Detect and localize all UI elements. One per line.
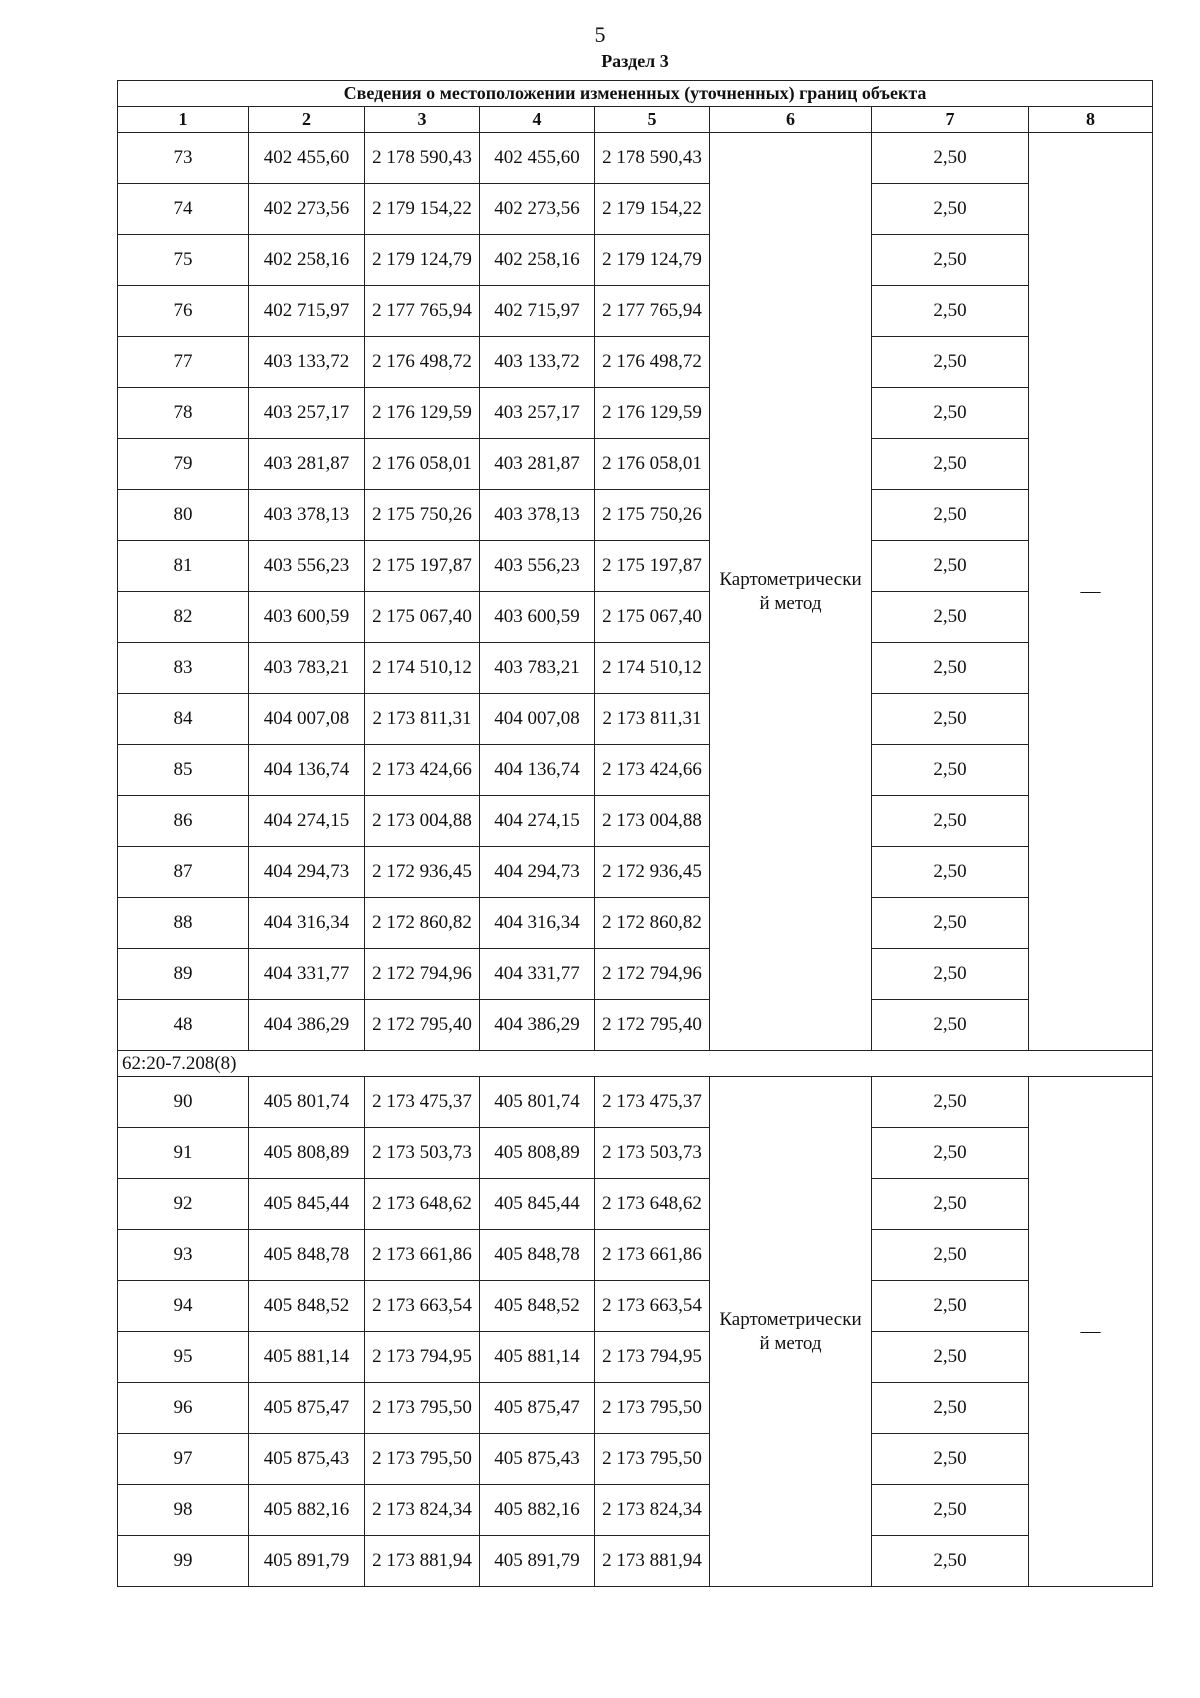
x-coordinate-cell: 404 007,08: [480, 694, 595, 745]
column-8-cell: —: [1029, 133, 1153, 1051]
x-coordinate-cell: 403 783,21: [249, 643, 365, 694]
table-row: [118, 745, 1153, 796]
point-number-cell: 48: [118, 1000, 249, 1051]
x-coordinate-cell: 404 136,74: [480, 745, 595, 796]
y-coordinate-cell: 2 172 860,82: [365, 898, 480, 949]
point-number-cell: 97: [118, 1434, 249, 1485]
table-row: [118, 133, 1153, 184]
x-coordinate-cell: 402 258,16: [249, 235, 365, 286]
precision-cell: 2,50: [872, 439, 1029, 490]
point-number-cell: 93: [118, 1230, 249, 1281]
table-row: [118, 184, 1153, 235]
y-coordinate-cell: 2 173 663,54: [365, 1281, 480, 1332]
point-number-cell: 77: [118, 337, 249, 388]
y-coordinate-cell: 2 176 058,01: [365, 439, 480, 490]
x-coordinate-cell: 404 274,15: [249, 796, 365, 847]
y-coordinate-cell: 2 172 936,45: [365, 847, 480, 898]
y-coordinate-cell: 2 172 860,82: [595, 898, 710, 949]
point-number-cell: 96: [118, 1383, 249, 1434]
point-number-cell: 91: [118, 1128, 249, 1179]
y-coordinate-cell: 2 173 795,50: [365, 1434, 480, 1485]
x-coordinate-cell: 403 257,17: [480, 388, 595, 439]
table-row: [118, 949, 1153, 1000]
x-coordinate-cell: 405 875,47: [249, 1383, 365, 1434]
table-body: [118, 81, 1153, 1587]
x-coordinate-cell: 405 848,52: [480, 1281, 595, 1332]
precision-cell: 2,50: [872, 1179, 1029, 1230]
y-coordinate-cell: 2 175 750,26: [365, 490, 480, 541]
x-coordinate-cell: 405 875,43: [480, 1434, 595, 1485]
page-number: 5: [594, 22, 606, 47]
y-coordinate-cell: 2 176 129,59: [365, 388, 480, 439]
section-title: Раздел 3: [601, 51, 669, 71]
y-coordinate-cell: 2 179 154,22: [365, 184, 480, 235]
point-number-cell: 76: [118, 286, 249, 337]
x-coordinate-cell: 404 331,77: [249, 949, 365, 1000]
x-coordinate-cell: 403 281,87: [249, 439, 365, 490]
x-coordinate-cell: 403 133,72: [480, 337, 595, 388]
precision-cell: 2,50: [872, 745, 1029, 796]
y-coordinate-cell: 2 173 881,94: [595, 1536, 710, 1587]
x-coordinate-cell: 405 848,78: [480, 1230, 595, 1281]
y-coordinate-cell: 2 173 503,73: [365, 1128, 480, 1179]
column-number: 2: [249, 107, 365, 133]
y-coordinate-cell: 2 173 824,34: [595, 1485, 710, 1536]
x-coordinate-cell: 403 556,23: [480, 541, 595, 592]
point-number-cell: 87: [118, 847, 249, 898]
x-coordinate-cell: 405 881,14: [249, 1332, 365, 1383]
y-coordinate-cell: 2 173 475,37: [595, 1077, 710, 1128]
y-coordinate-cell: 2 175 067,40: [365, 592, 480, 643]
x-coordinate-cell: 404 331,77: [480, 949, 595, 1000]
point-number-cell: 85: [118, 745, 249, 796]
column-number: 7: [872, 107, 1029, 133]
x-coordinate-cell: 405 845,44: [480, 1179, 595, 1230]
x-coordinate-cell: 403 378,13: [249, 490, 365, 541]
table-row: [118, 796, 1153, 847]
x-coordinate-cell: 402 455,60: [480, 133, 595, 184]
group-label-row: [118, 1051, 1153, 1077]
point-number-cell: 92: [118, 1179, 249, 1230]
point-number-cell: 84: [118, 694, 249, 745]
column-number: 1: [118, 107, 249, 133]
table-row: [118, 1179, 1153, 1230]
y-coordinate-cell: 2 177 765,94: [595, 286, 710, 337]
precision-cell: 2,50: [872, 1077, 1029, 1128]
precision-cell: 2,50: [872, 1485, 1029, 1536]
precision-cell: 2,50: [872, 184, 1029, 235]
method-cell: [710, 1077, 872, 1587]
y-coordinate-cell: 2 179 124,79: [365, 235, 480, 286]
precision-cell: 2,50: [872, 592, 1029, 643]
y-coordinate-cell: 2 173 824,34: [365, 1485, 480, 1536]
y-coordinate-cell: 2 172 795,40: [595, 1000, 710, 1051]
y-coordinate-cell: 2 173 795,50: [595, 1383, 710, 1434]
precision-cell: 2,50: [872, 235, 1029, 286]
table-row: [118, 388, 1153, 439]
y-coordinate-cell: 2 178 590,43: [595, 133, 710, 184]
column-number: 6: [710, 107, 872, 133]
table-caption: Сведения о местоположении измененных (уточненных) границ объекта: [118, 81, 1153, 107]
column-number-row: [118, 107, 1153, 133]
precision-cell: 2,50: [872, 847, 1029, 898]
x-coordinate-cell: 405 875,43: [249, 1434, 365, 1485]
precision-cell: 2,50: [872, 490, 1029, 541]
point-number-cell: 88: [118, 898, 249, 949]
x-coordinate-cell: 403 378,13: [480, 490, 595, 541]
x-coordinate-cell: 402 715,97: [480, 286, 595, 337]
y-coordinate-cell: 2 173 004,88: [595, 796, 710, 847]
precision-cell: 2,50: [872, 1536, 1029, 1587]
x-coordinate-cell: 403 133,72: [249, 337, 365, 388]
coordinates-table: [117, 80, 1153, 1587]
precision-cell: 2,50: [872, 1000, 1029, 1051]
x-coordinate-cell: 402 273,56: [249, 184, 365, 235]
y-coordinate-cell: 2 173 648,62: [365, 1179, 480, 1230]
y-coordinate-cell: 2 175 750,26: [595, 490, 710, 541]
method-text-line: Картометрически: [719, 1308, 862, 1330]
precision-cell: 2,50: [872, 133, 1029, 184]
x-coordinate-cell: 402 258,16: [480, 235, 595, 286]
column-number: 5: [595, 107, 710, 133]
point-number-cell: 99: [118, 1536, 249, 1587]
x-coordinate-cell: 405 891,79: [249, 1536, 365, 1587]
x-coordinate-cell: 404 386,29: [480, 1000, 595, 1051]
table-row: [118, 1485, 1153, 1536]
y-coordinate-cell: 2 176 058,01: [595, 439, 710, 490]
method-cell: [710, 133, 872, 1051]
y-coordinate-cell: 2 176 498,72: [595, 337, 710, 388]
x-coordinate-cell: 405 801,74: [480, 1077, 595, 1128]
y-coordinate-cell: 2 175 067,40: [595, 592, 710, 643]
column-number: 3: [365, 107, 480, 133]
x-coordinate-cell: 405 882,16: [249, 1485, 365, 1536]
table-caption-row: [118, 81, 1153, 107]
x-coordinate-cell: 402 273,56: [480, 184, 595, 235]
table-row: [118, 235, 1153, 286]
x-coordinate-cell: 402 455,60: [249, 133, 365, 184]
point-number-cell: 80: [118, 490, 249, 541]
y-coordinate-cell: 2 177 765,94: [365, 286, 480, 337]
x-coordinate-cell: 403 783,21: [480, 643, 595, 694]
method-text-line: й метод: [759, 1332, 822, 1354]
precision-cell: 2,50: [872, 643, 1029, 694]
precision-cell: 2,50: [872, 337, 1029, 388]
table-row: [118, 1332, 1153, 1383]
table-row: [118, 898, 1153, 949]
point-number-cell: 86: [118, 796, 249, 847]
y-coordinate-cell: 2 173 424,66: [365, 745, 480, 796]
x-coordinate-cell: 405 875,47: [480, 1383, 595, 1434]
table-row: [118, 1536, 1153, 1587]
x-coordinate-cell: 405 808,89: [249, 1128, 365, 1179]
table-row: [118, 643, 1153, 694]
table-row: [118, 1077, 1153, 1128]
x-coordinate-cell: 405 881,14: [480, 1332, 595, 1383]
x-coordinate-cell: 402 715,97: [249, 286, 365, 337]
point-number-cell: 79: [118, 439, 249, 490]
y-coordinate-cell: 2 178 590,43: [365, 133, 480, 184]
column-number: 8: [1029, 107, 1153, 133]
y-coordinate-cell: 2 173 811,31: [595, 694, 710, 745]
y-coordinate-cell: 2 173 503,73: [595, 1128, 710, 1179]
x-coordinate-cell: 403 257,17: [249, 388, 365, 439]
table-row: [118, 490, 1153, 541]
point-number-cell: 73: [118, 133, 249, 184]
point-number-cell: 90: [118, 1077, 249, 1128]
y-coordinate-cell: 2 173 661,86: [595, 1230, 710, 1281]
y-coordinate-cell: 2 174 510,12: [365, 643, 480, 694]
precision-cell: 2,50: [872, 1434, 1029, 1485]
y-coordinate-cell: 2 173 795,50: [595, 1434, 710, 1485]
table-row: [118, 286, 1153, 337]
precision-cell: 2,50: [872, 1281, 1029, 1332]
precision-cell: 2,50: [872, 1332, 1029, 1383]
table-row: [118, 1281, 1153, 1332]
point-number-cell: 81: [118, 541, 249, 592]
precision-cell: 2,50: [872, 388, 1029, 439]
x-coordinate-cell: 403 600,59: [480, 592, 595, 643]
point-number-cell: 98: [118, 1485, 249, 1536]
x-coordinate-cell: 403 600,59: [249, 592, 365, 643]
x-coordinate-cell: 404 274,15: [480, 796, 595, 847]
precision-cell: 2,50: [872, 1230, 1029, 1281]
table-row: [118, 1230, 1153, 1281]
y-coordinate-cell: 2 175 197,87: [595, 541, 710, 592]
table-row: [118, 847, 1153, 898]
point-number-cell: 83: [118, 643, 249, 694]
y-coordinate-cell: 2 173 648,62: [595, 1179, 710, 1230]
column-number: 4: [480, 107, 595, 133]
x-coordinate-cell: 404 007,08: [249, 694, 365, 745]
precision-cell: 2,50: [872, 541, 1029, 592]
point-number-cell: 78: [118, 388, 249, 439]
table-row: [118, 694, 1153, 745]
column-8-cell: —: [1029, 1077, 1153, 1587]
y-coordinate-cell: 2 174 510,12: [595, 643, 710, 694]
x-coordinate-cell: 405 882,16: [480, 1485, 595, 1536]
y-coordinate-cell: 2 176 129,59: [595, 388, 710, 439]
x-coordinate-cell: 404 316,34: [480, 898, 595, 949]
y-coordinate-cell: 2 173 794,95: [365, 1332, 480, 1383]
x-coordinate-cell: 404 136,74: [249, 745, 365, 796]
y-coordinate-cell: 2 172 795,40: [365, 1000, 480, 1051]
method-text-line: й метод: [759, 592, 822, 614]
group-label: 62:20-7.208(8): [118, 1051, 1153, 1077]
table-row: [118, 439, 1153, 490]
y-coordinate-cell: 2 173 475,37: [365, 1077, 480, 1128]
y-coordinate-cell: 2 173 663,54: [595, 1281, 710, 1332]
point-number-cell: 82: [118, 592, 249, 643]
y-coordinate-cell: 2 172 936,45: [595, 847, 710, 898]
y-coordinate-cell: 2 172 794,96: [365, 949, 480, 1000]
table-row: [118, 592, 1153, 643]
precision-cell: 2,50: [872, 796, 1029, 847]
y-coordinate-cell: 2 173 811,31: [365, 694, 480, 745]
x-coordinate-cell: 403 556,23: [249, 541, 365, 592]
x-coordinate-cell: 405 808,89: [480, 1128, 595, 1179]
point-number-cell: 75: [118, 235, 249, 286]
table-row: [118, 1128, 1153, 1179]
x-coordinate-cell: 403 281,87: [480, 439, 595, 490]
y-coordinate-cell: 2 173 424,66: [595, 745, 710, 796]
precision-cell: 2,50: [872, 1128, 1029, 1179]
table-row: [118, 1383, 1153, 1434]
x-coordinate-cell: 405 848,52: [249, 1281, 365, 1332]
precision-cell: 2,50: [872, 694, 1029, 745]
y-coordinate-cell: 2 172 794,96: [595, 949, 710, 1000]
precision-cell: 2,50: [872, 898, 1029, 949]
table-row: [118, 1434, 1153, 1485]
table-row: [118, 541, 1153, 592]
x-coordinate-cell: 404 294,73: [249, 847, 365, 898]
precision-cell: 2,50: [872, 1383, 1029, 1434]
y-coordinate-cell: 2 179 124,79: [595, 235, 710, 286]
table-row: [118, 1000, 1153, 1051]
method-text-line: Картометрически: [719, 568, 862, 590]
x-coordinate-cell: 404 294,73: [480, 847, 595, 898]
table-row: [118, 337, 1153, 388]
point-number-cell: 95: [118, 1332, 249, 1383]
y-coordinate-cell: 2 173 661,86: [365, 1230, 480, 1281]
x-coordinate-cell: 405 891,79: [480, 1536, 595, 1587]
y-coordinate-cell: 2 173 881,94: [365, 1536, 480, 1587]
y-coordinate-cell: 2 176 498,72: [365, 337, 480, 388]
y-coordinate-cell: 2 173 004,88: [365, 796, 480, 847]
x-coordinate-cell: 405 848,78: [249, 1230, 365, 1281]
precision-cell: 2,50: [872, 949, 1029, 1000]
y-coordinate-cell: 2 179 154,22: [595, 184, 710, 235]
x-coordinate-cell: 404 386,29: [249, 1000, 365, 1051]
y-coordinate-cell: 2 173 795,50: [365, 1383, 480, 1434]
point-number-cell: 74: [118, 184, 249, 235]
point-number-cell: 94: [118, 1281, 249, 1332]
x-coordinate-cell: 404 316,34: [249, 898, 365, 949]
x-coordinate-cell: 405 801,74: [249, 1077, 365, 1128]
precision-cell: 2,50: [872, 286, 1029, 337]
point-number-cell: 89: [118, 949, 249, 1000]
y-coordinate-cell: 2 175 197,87: [365, 541, 480, 592]
x-coordinate-cell: 405 845,44: [249, 1179, 365, 1230]
y-coordinate-cell: 2 173 794,95: [595, 1332, 710, 1383]
